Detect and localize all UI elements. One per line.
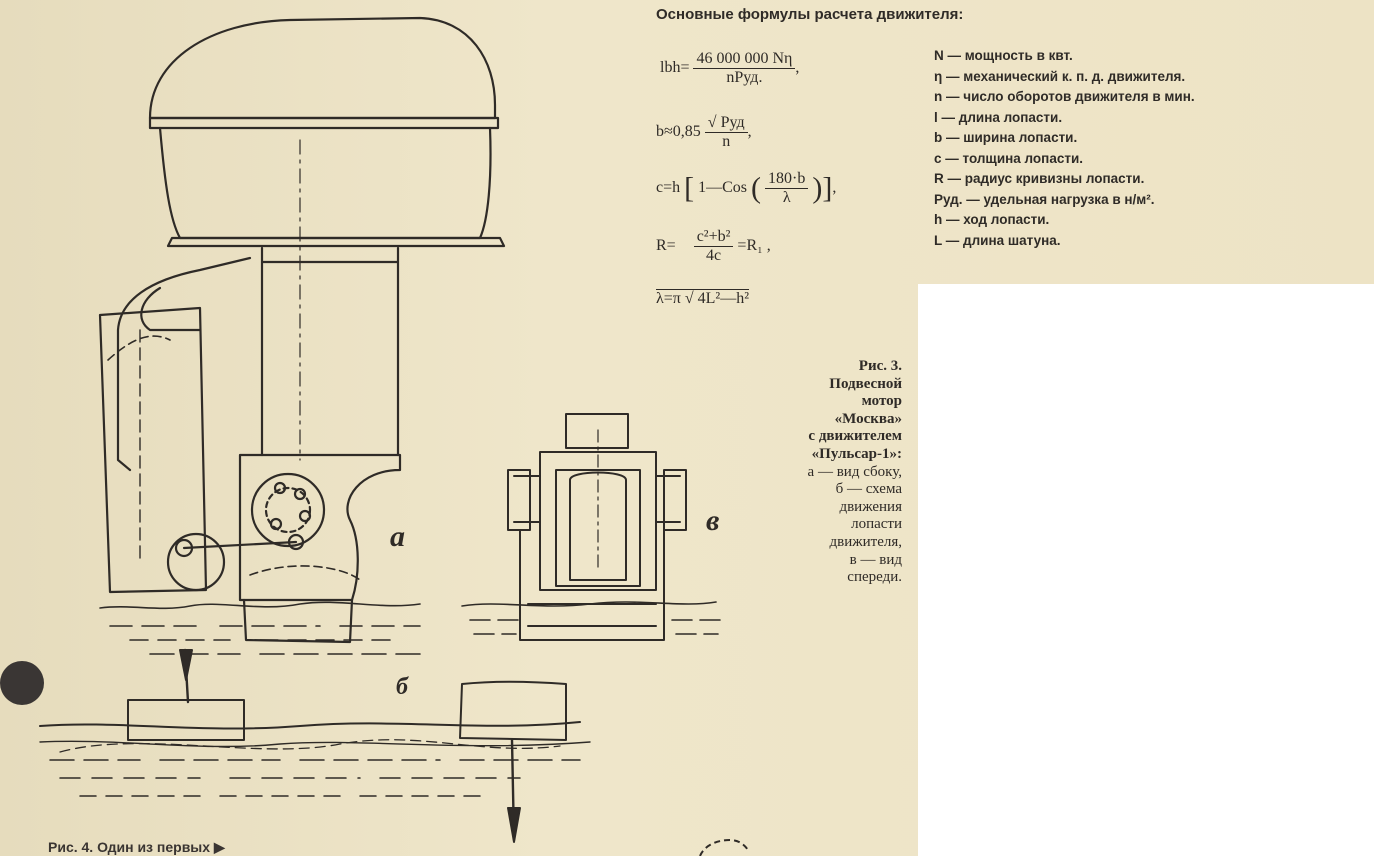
- formula-1-tail: ,: [795, 59, 800, 77]
- drive-disk: [252, 474, 324, 546]
- caption-line: Рис. 3.: [858, 358, 902, 374]
- formula-3-tail: ,: [832, 179, 837, 197]
- blank-area: [918, 284, 1374, 856]
- formula-1-denominator: nPуд.: [726, 69, 763, 86]
- formula-3-denominator: λ: [782, 189, 791, 206]
- formula-3: c=h [ 1—Cos ( $\frac{180\cdot b}{\lambda}$ )],: [656, 170, 837, 206]
- caption-line: «Москва»: [834, 410, 902, 427]
- caption-line: в — вид: [849, 551, 902, 568]
- next-figure-caption: Рис. 4. Один из первых ▶: [48, 839, 225, 855]
- formula-3-mid: 1—Cos: [698, 179, 748, 197]
- water-surface-v: [462, 602, 716, 606]
- formula-2-tail: ,: [747, 123, 752, 141]
- legend-item: n — число оборотов движителя в мин.: [934, 89, 1195, 104]
- caption-line: движения: [839, 498, 902, 515]
- legend-item: l — длина лопасти.: [934, 109, 1063, 125]
- formula-2-numerator: √ Pуд: [705, 114, 748, 133]
- transom-board: [100, 308, 206, 592]
- legend-item: η — механический к. п. д. движителя.: [934, 68, 1186, 84]
- caption-line: б — схема: [835, 481, 902, 498]
- formula-1: [660, 50, 799, 87]
- formula-4-lhs: R=: [656, 237, 676, 255]
- caption-line: с движителем: [808, 428, 902, 445]
- label-b: б: [396, 674, 408, 700]
- crank-wheel: [168, 534, 224, 590]
- formulas-heading: Основные формулы расчета движителя:: [656, 6, 964, 23]
- formula-2-denominator: n: [722, 133, 731, 150]
- figure-caption: [740, 358, 902, 587]
- formula-2-lhs: b≈0,85: [656, 123, 701, 141]
- formula-2-fraction: [705, 114, 748, 151]
- blade-two: [460, 682, 566, 740]
- caption-line: лопасти: [851, 516, 902, 533]
- caption-line: «Пульсар-1»:: [811, 445, 902, 462]
- formula-4-denominator: 4c: [706, 247, 722, 264]
- blade-one: [128, 700, 244, 740]
- formula-block: [0, 0, 920, 330]
- label-v: в: [706, 504, 720, 537]
- water-surface-b: [40, 722, 580, 729]
- variable-legend: [934, 46, 1364, 251]
- formula-3-numerator: 180·b: [765, 170, 808, 189]
- formula-1-lhs: lbh=: [660, 59, 690, 77]
- caption-line: Подвесной: [829, 375, 902, 392]
- formula-1-numerator: 46 000 000 Nη: [693, 50, 795, 69]
- legend-item: c — толщина лопасти.: [934, 150, 1084, 166]
- legend-item: Pуд. — удельная нагрузка в н/м².: [934, 191, 1155, 207]
- formula-4: [656, 228, 771, 265]
- formula-3-fraction: [765, 170, 808, 207]
- caption-line: мотор: [861, 393, 902, 410]
- formula-4-rhs: =R₁ ,: [737, 237, 771, 255]
- formula-4-fraction: [694, 228, 734, 265]
- legend-item: b — ширина лопасти.: [934, 130, 1078, 145]
- formula-4-numerator: c²+b²: [694, 228, 734, 247]
- caption-line: движителя,: [829, 533, 902, 550]
- legend-item: L — длина шатуна.: [934, 232, 1061, 248]
- formula-2: [656, 114, 752, 151]
- formula-1-fraction: [693, 50, 795, 87]
- legend-item: R — радиус кривизны лопасти.: [934, 171, 1145, 186]
- formula-3-lhs: c=h: [656, 179, 681, 197]
- punch-hole: [0, 661, 44, 705]
- formula-5-text: λ=π √ 4L²—h²: [656, 290, 750, 307]
- front-column: [566, 414, 628, 448]
- caption-line: спереди.: [847, 569, 902, 586]
- water-surface-a: [100, 602, 420, 608]
- legend-item: h — ход лопасти.: [934, 212, 1050, 227]
- formula-5: [656, 290, 749, 308]
- caption-line: а — вид сбоку,: [807, 463, 902, 480]
- legend-item: N — мощность в квт.: [934, 48, 1073, 63]
- label-a: а: [390, 520, 405, 553]
